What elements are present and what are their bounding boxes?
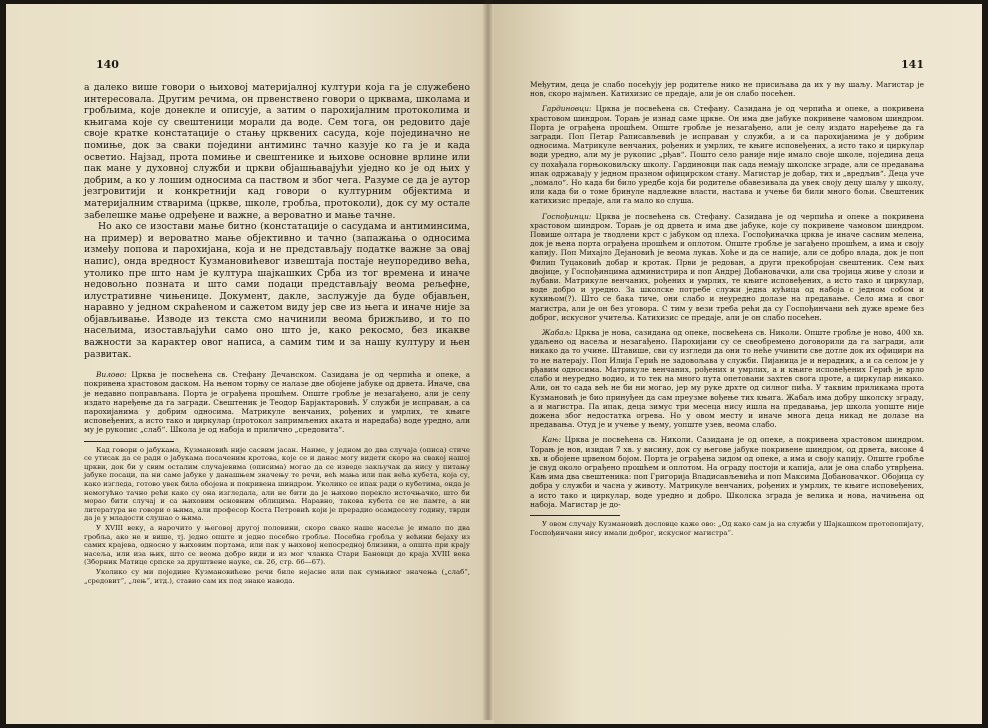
left-entries xyxy=(84,370,470,434)
place-entry xyxy=(530,212,924,322)
place-name: Вилово: xyxy=(96,370,127,380)
paragraph: Но ако се изостави мање битно (констатације о сасудама и антиминсима, на пример) и вероватно мање објективно и тачно (запажања о односима између попова и парохијана, која и не представљају податке важне за овај напис), онда вредност Кузмановићевог извештаја постаје неупоредиво већа, утолико пре што нам је култура шајкашких Срба из тог времена и иначе недовољно позната и што сами подаци представљају веома рељефне, илустративне чињенице. Документ, дакле, заслужује да буде објављен, наравно у једном скраћеном и сажетом виду јер све из њега и иначе није за објављивање. Изводе из текста смо начинили веома брижљиво, и то по насељима, изостављајући само оно што је, како рекосмо, без икакве важности за карактер овог написа, а самим тим и за нашу културу и њен развитак. xyxy=(84,221,470,360)
left-page xyxy=(6,4,494,724)
place-text: Међутим, деца је слабо посећују јер родитеље нико не присиљава да их у њу шаљу. Магистар је нов, скоро најмљен. Катихизис се предаје, али је он слабо посећен. xyxy=(530,80,924,99)
footnote: У XVIII веку, а нарочито у његовој другој половини, скоро свако наше насеље је имало по два гробља, ако не и више, тј. једно опште и једно посебно гробље. Посебна гробља у већини бејаху из самих крајева, односно у њиховим портама, или пак у њиховој непосредној близини, а општа при крају насеља, или иза њих, што се веома добро види и из мог чланка Стари Бановци до краја XVIII века (Зборник Матице српске за друштвене науке, св. 26, стр. 66—67). xyxy=(84,524,470,567)
right-entries xyxy=(530,80,924,509)
place-entry xyxy=(530,435,924,509)
page-number-left: 140 xyxy=(96,58,119,71)
place-entry xyxy=(530,328,924,429)
book-spread xyxy=(6,4,982,724)
place-name: Гардиновци: xyxy=(542,104,592,114)
place-name: Госпођинци: xyxy=(542,211,592,221)
place-entry xyxy=(84,370,470,434)
footnote: Уколико су ми поједине Кузмановићеве речи биле нејасне или пак сумњивог значења („слаб“, „средовит“, „лењ“, итд.), ставио сам их под знаке навода. xyxy=(84,567,470,585)
paragraph: а далеко више говори о њиховој материјалној култури која га је служебено интересовала. Другим речима, он првенствено говори о црквама, школама и гробљима, које донекле и описује, а затим о парохијалним протоколима и књигама које су свештеници морали да воде. Сем тога, он редовито даје своје кратке констатације о стању црквених сасуда, које појединачно не помиње, док за сваки поједини антиминс тачно казује ко га је и када осветио. Најзад, прота помиње и свештенике и њихове основне врлине или пак мане у духовној служби и цркви објашњавајући уједно ко је од њих у добрим, а ко у лошим односима са паством и због чега. Разуме се да је аутор језгровитији и конкретнији кад говори о културним објектима и материјалним стварима (цркве, школе, гробља, протоколи), док су му остале забелешке мање одређене и важне, а вероватно и мање тачне. xyxy=(84,82,470,221)
left-footnotes xyxy=(84,446,470,586)
left-body-text xyxy=(84,82,470,360)
footnote-rule xyxy=(84,441,174,442)
place-text: Црква је посвећена св. Стефану. Сазидана је од черпића и опеке, а покривена храстовом шиндром. Торањ је изнад саме цркве. Он има две јабуке покривене чамовом шиндром. Порта је ограђена прошћем. Опште гробље је незагађено, али је селу издато наређење да га загради. Поп Петар Раписављевић је исправан у служби, а и са парохијанима је у добрим односима. Матрикуле венчаних, рођених и умрлих, те књиге исповеђених, а исто тако и циркулар води уредно, али му је рукопис „рђав“. Пошто село раније није имало своје школе, поједина деца су похађала горњоковиљску школу. Гардиновци пак сада немају школске зграде, али се предавања ипак одржавају у једном празном официрском стану. Магистар је добар, тих и „вредљив“. Деца уче „ломало“. Но када би било уредбе која би родитеље обавезивала да увек своју децу шаљу у школу, или када би о томе бринуле надлежне власти, настава и учење би били много бољи. Свештеник катихизис предаје, али га мало ко слуша. xyxy=(530,104,924,206)
place-entry xyxy=(530,104,924,205)
right-footnotes xyxy=(530,520,924,537)
page-number-right: 141 xyxy=(901,58,924,71)
place-text: Црква је нова, сазидана од опеке, посвећена св. Николи. Опште гробље је ново, 400 хв. удаљено од насеља и незагађено. Парохијани су се свеобремено договорили да га загради, али никако да то учине. Штавише, сви су изгледи да они то неће учинити све дотле док их официри на то не натерају. Поп Илија Герић не задовољава у служби. Пијаница је и нерадник, а и са селом је у рђавим односима. Матрикуле венчаних, рођених и умрлих, а и књиге исповеђених Герић је врло слабо и неуредно водио, и то тек на много пута опетовани захтев свога проте, а циркулар никако. Али, он то сада већ не би ни могао, јер му руке дрхте од силног пића. У таквим приликама прота Кузмановић је био принуђен да сам преузме вођење тих књига. Жабаљ има добру школску зграду, а и магистра. Па ипак, деца зимус три месеца нису ишла на предавања, јер школа уопште није дожена због недостатка огрева. Но у овом месту и иначе многа деца никад не долазе на предавања. Отуд је и учење у њему, уопште узев, веома слабо. xyxy=(530,328,924,430)
book-gutter xyxy=(482,0,494,720)
footnote: У овом случају Кузмановић дословце каже ово: „Од како сам ја на служби у Шајкашком протопопијату, Госпођинчани нису имали доброг, искусног магистра“. xyxy=(530,519,924,537)
place-text: Црква је посвећена св. Стефану. Сазидана је од черпића и опеке а покривена храстовом шиндром. Торањ је од дрвета и има две јабуке, које су покривене чамовом шиндром. Повише олтара је тводлени крст с јабуком од плеха. Госпођиначка црква је иначе сасвим мелена, док је њена порта ограђена прошћем и оплотом. Опште гробље је загађено прошћем, а има и своју капију. Поп Михајло Дејановић је веома лукав. Хоће и да се напије, али се добро влада, док је поп Филип Туцаковић добар и кротак. Први је редован, а други прекобројан свештеник. Сем њих двојице, у Госпођинцима администрира и поп Андреј Добановачки, али сва тројица живе у слози и љубави. Матрикуле венчаних, рођених и умрлих, те књиге исповеђених, а исто тако и циркулар, воде добро и уредно. За школске потребе служи једна кућица од набоја с једном собом и кухињом(?). Што се бака тиче, они слабо и неуредно долазе на предавање. Село има и свог магистра, али је он без уговора. С тим у вези треба рећи да су Госпођинчани већ дуже време без доброг, искусног учитеља. Катихизис се предаје, али је он слабо посећен. xyxy=(530,211,924,322)
place-name: Жабаљ: xyxy=(542,328,573,338)
place-text: Црква је посвећена св. Николи. Сазидана је од опеке, а покривена храстовом шиндром. Торањ је нов, изидан 7 хв. у висину, док су његове јабуке покривене шиндром, од дрвета, високе 4 хв. и обојене црвеном бојом. Порта је ограђена зидом од опеке, а има и своју капију. Опште гробље је свуд около ограђено прошћем и оплотом. На ограду постоји и капија, али је она слабо утврђена. Кањ има два свештеника: поп Григорија Владисављевића и поп Максима Добановачког. Обојица су добра у служби и часна у животу. Матрикуле венчаних, рођених и умрлих, те књиге исповеђених, а исто тако и циркулар, воде уредно и добро. Школска зграда је велика и нова, начињена од набоја. Магистар је до- xyxy=(530,435,924,509)
footnote: Кад говори о јабукама, Кузмановић није сасвим јасан. Наиме, у једном до два случаја (описа) стиче се утисак да се ради о јабукама посаченим кротова, које се и данас могу видети скоро на свакој нашој цркви, док би у свим осталим случајевима (описима) могао да се изведе закључак да нису у питању јабуке посаци, па ни саме јабуке у данашњем значењу те речи, већ мања или пак већа кубета, која су, како изгледа, готово увек била обојена и покривена шиндром. Уколико се ипак ради о кубетима, онда је немогућно тачно рећи како су она изгледала, али не бити да је њихово порекло источњачко, што би морао бити случај и са њиховим основним облицима. Наравно, такова кубета се не памте, а ни литература не говори о њима, али професор Коста Петровић који је прерадио осамдесету годину, тврди да је у младости слушао о њима. xyxy=(84,445,470,523)
place-text: Црква је посвећена св. Стефану Дечанском. Сазидана је од черпића и опеке, а покривена храстовом даском. На њеном торњу се налазе две обојене јабуке од дрвета. Иначе, сва је недавно поправљана. Порта је ограђена прошћем. Опште гробље је незагађено, али је селу издато наређење да га загради. Свештеник је Теодор Барјактаровић. У служби је исправан, а са парохијанима у добрим односима. Матрикуле венчаних, рођених и умрлих, те књиге исповеђених, а исто тако и циркулар (протокол запримљених аката и наредаба) воде уредно, али му је рукопис „слаб“. Школа је од набоја и прилично „средовита“. xyxy=(84,370,470,435)
footnote-rule xyxy=(530,515,620,516)
place-entry xyxy=(530,80,924,98)
right-page xyxy=(494,4,982,724)
place-name: Кањ: xyxy=(542,435,562,445)
